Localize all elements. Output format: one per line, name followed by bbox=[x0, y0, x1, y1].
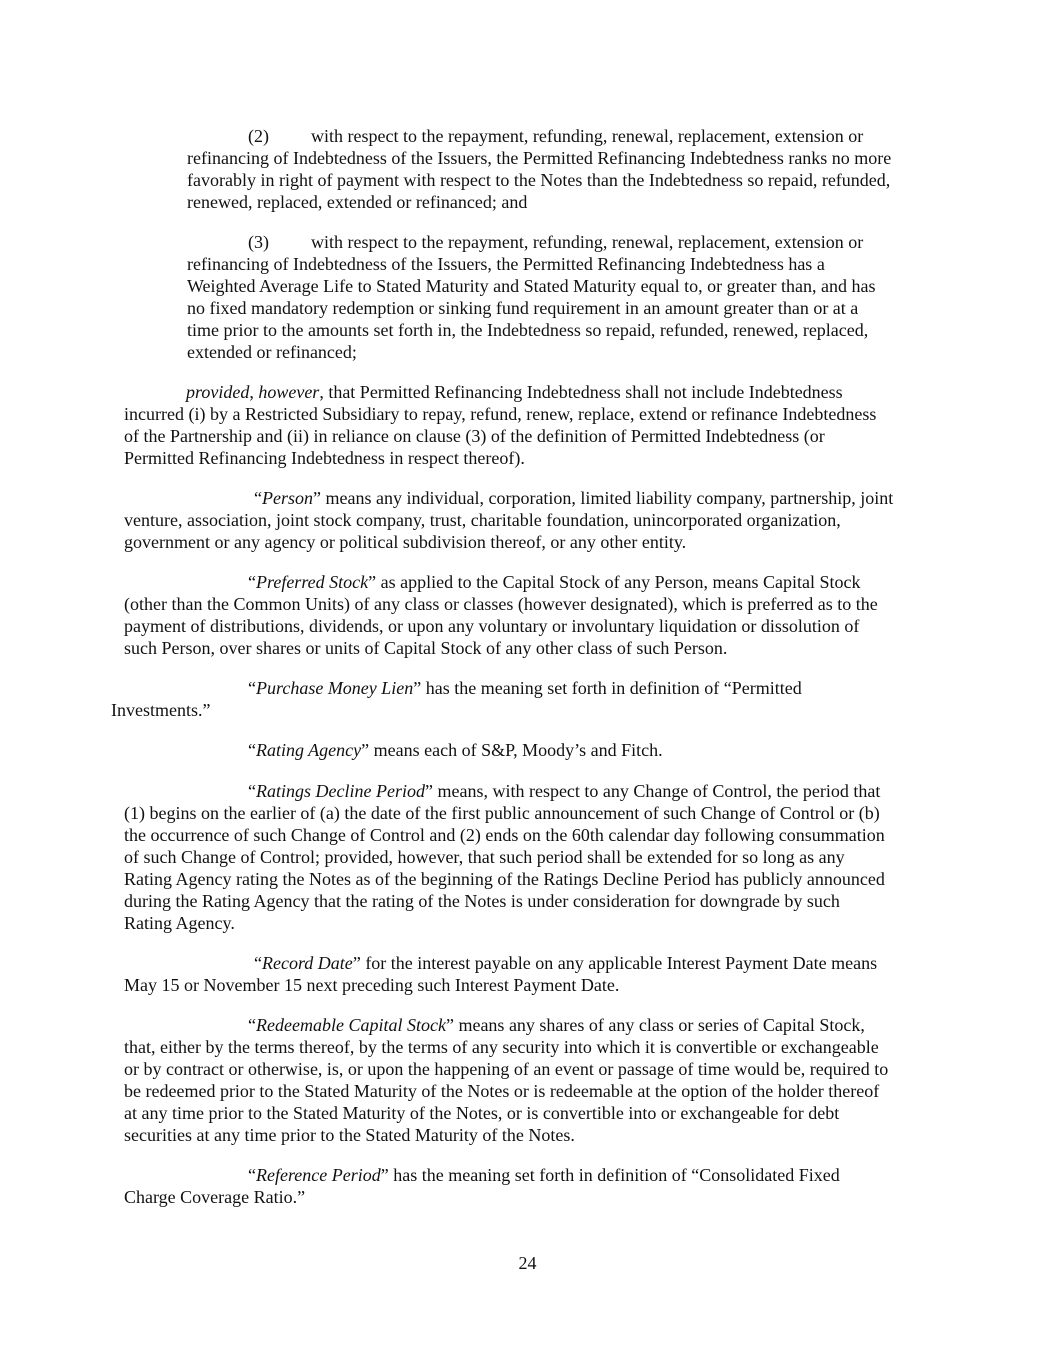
definition-text: Investments.” bbox=[111, 700, 211, 720]
close-quote: ” bbox=[380, 1165, 389, 1185]
definition-purchase-money-lien bbox=[111, 677, 802, 721]
definition-text: venture, association, joint stock company, trust, charitable foundation, unincorporated organization, bbox=[124, 510, 841, 530]
defined-term: Purchase Money Lien bbox=[256, 678, 414, 698]
definition-reference-period bbox=[124, 1164, 840, 1208]
definition-text: the occurrence of such Change of Control and (2) ends on the 60th calendar day following consummation bbox=[124, 825, 885, 845]
definition-text: at any time prior to the Stated Maturity of the Notes, or is convertible into or exchangeable for debt bbox=[124, 1103, 840, 1123]
proviso-sep: , bbox=[249, 382, 259, 402]
definition-text: during the Rating Agency that the rating of the Notes is under consideration for downgrade by such bbox=[124, 891, 840, 911]
clause-number: (2) bbox=[248, 126, 269, 146]
proviso-italic: however bbox=[258, 382, 320, 402]
clause-text: favorably in right of payment with respect to the Notes than the Indebtedness so repaid, refunded, bbox=[187, 170, 891, 190]
clause-text: no fixed mandatory redemption or sinking fund requirement in an amount greater than or at a bbox=[187, 298, 859, 318]
defined-term: Preferred Stock bbox=[256, 572, 369, 592]
definition-text: securities at any time prior to the Stated Maturity of the Notes. bbox=[124, 1125, 575, 1145]
clause-2 bbox=[187, 125, 891, 213]
definition-text: has the meaning set forth in definition of “Permitted bbox=[421, 678, 802, 698]
definition-text: that, either by the terms thereof, by the terms of any security into which it is convertible or exchangeable bbox=[124, 1037, 879, 1057]
open-quote: “ bbox=[248, 678, 256, 698]
definition-text: has the meaning set forth in definition of “Consolidated Fixed bbox=[388, 1165, 840, 1185]
close-quote: ” bbox=[424, 781, 433, 801]
definition-rating-agency bbox=[124, 739, 663, 761]
proviso-paragraph bbox=[124, 381, 876, 469]
clause-text: refinancing of Indebtedness of the Issuers, the Permitted Refinancing Indebtedness ranks no more bbox=[187, 148, 892, 168]
clause-text: renewed, replaced, extended or refinanced; and bbox=[187, 192, 528, 212]
clause-text: refinancing of Indebtedness of the Issuers, the Permitted Refinancing Indebtedness has a bbox=[187, 254, 825, 274]
clause-text: extended or refinanced; bbox=[187, 342, 357, 362]
definition-text: May 15 or November 15 next preceding such Interest Payment Date. bbox=[124, 975, 620, 995]
definition-text: means any shares of any class or series of Capital Stock, bbox=[453, 1015, 865, 1035]
definition-text: means each of S&P, Moody’s and Fitch. bbox=[369, 740, 663, 760]
definition-redeemable-capital-stock bbox=[124, 1014, 888, 1146]
defined-term: Rating Agency bbox=[256, 740, 362, 760]
definition-text: as applied to the Capital Stock of any Person, means Capital Stock bbox=[376, 572, 861, 592]
clause-text: Weighted Average Life to Stated Maturity and Stated Maturity equal to, or greater than, and has bbox=[187, 276, 876, 296]
page-number: 24 bbox=[518, 1253, 537, 1273]
close-quote: ” bbox=[445, 1015, 454, 1035]
clause-text: time prior to the amounts set forth in, the Indebtedness so repaid, refunded, renewed, replaced, bbox=[187, 320, 869, 340]
definition-text: government or any agency or political subdivision thereof, or any other entity. bbox=[124, 532, 687, 552]
definition-preferred-stock bbox=[124, 571, 878, 659]
open-quote: “ bbox=[248, 1015, 256, 1035]
definition-text: for the interest payable on any applicable Interest Payment Date means bbox=[360, 953, 878, 973]
close-quote: ” bbox=[368, 572, 377, 592]
defined-term: Ratings Decline Period bbox=[256, 781, 425, 801]
close-quote: ” bbox=[361, 740, 370, 760]
open-quote: “ bbox=[248, 1165, 256, 1185]
definition-text: (1) begins on the earlier of (a) the date of the first public announcement of such Change of Control or (b) bbox=[124, 803, 880, 823]
definition-text: of such Change of Control; provided, however, that such period shall be extended for so long as any bbox=[124, 847, 845, 867]
open-quote: “ bbox=[248, 572, 256, 592]
definition-ratings-decline-period bbox=[124, 780, 885, 934]
definition-text: Charge Coverage Ratio.” bbox=[124, 1187, 306, 1207]
defined-term: Redeemable Capital Stock bbox=[256, 1015, 446, 1035]
definition-text: means any individual, corporation, limited liability company, partnership, joint bbox=[321, 488, 894, 508]
defined-term: Reference Period bbox=[256, 1165, 381, 1185]
clause-text: with respect to the repayment, refunding, renewal, replacement, extension or bbox=[311, 126, 864, 146]
definition-person bbox=[124, 487, 893, 553]
open-quote: “ bbox=[248, 781, 256, 801]
definition-text: be redeemed prior to the Stated Maturity of the Notes or is redeemable at the option of the holder thereof bbox=[124, 1081, 880, 1101]
proviso-text: Permitted Refinancing Indebtedness in respect thereof). bbox=[124, 448, 525, 468]
close-quote: ” bbox=[313, 488, 321, 508]
open-quote: “ bbox=[254, 953, 262, 973]
definition-text: Rating Agency. bbox=[124, 913, 235, 933]
definition-record-date bbox=[124, 952, 877, 996]
close-quote: ” bbox=[352, 953, 361, 973]
proviso-text: , that Permitted Refinancing Indebtedness shall not include Indebtedness bbox=[319, 382, 843, 402]
definition-text: Rating Agency rating the Notes as of the beginning of the Ratings Decline Period has publicly announced bbox=[124, 869, 885, 889]
close-quote: ” bbox=[413, 678, 422, 698]
proviso-text: incurred (i) by a Restricted Subsidiary to repay, refund, renew, replace, extend or refinance Indebtedness bbox=[124, 404, 877, 424]
proviso-italic: provided bbox=[186, 382, 250, 402]
definition-text: or by contract or otherwise, is, or upon the happening of an event or passage of time would be, required to bbox=[124, 1059, 889, 1079]
defined-term: Person bbox=[262, 488, 313, 508]
clause-number: (3) bbox=[248, 232, 269, 252]
proviso-text: of the Partnership and (ii) in reliance on clause (3) of the definition of Permitted Indebtedness (or bbox=[124, 426, 825, 446]
open-quote: “ bbox=[248, 740, 256, 760]
definition-text: such Person, over shares or units of Capital Stock of any other class of such Person. bbox=[124, 638, 728, 658]
definition-text: (other than the Common Units) of any class or classes (however designated), which is preferred as to the bbox=[124, 594, 878, 614]
definition-text: means, with respect to any Change of Control, the period that bbox=[432, 781, 881, 801]
clause-3 bbox=[187, 231, 876, 363]
defined-term: Record Date bbox=[262, 953, 353, 973]
open-quote: “ bbox=[254, 488, 262, 508]
clause-text: with respect to the repayment, refunding, renewal, replacement, extension or bbox=[311, 232, 864, 252]
definition-text: payment of distributions, dividends, or upon any voluntary or involuntary liquidation or dissolution of bbox=[124, 616, 860, 636]
